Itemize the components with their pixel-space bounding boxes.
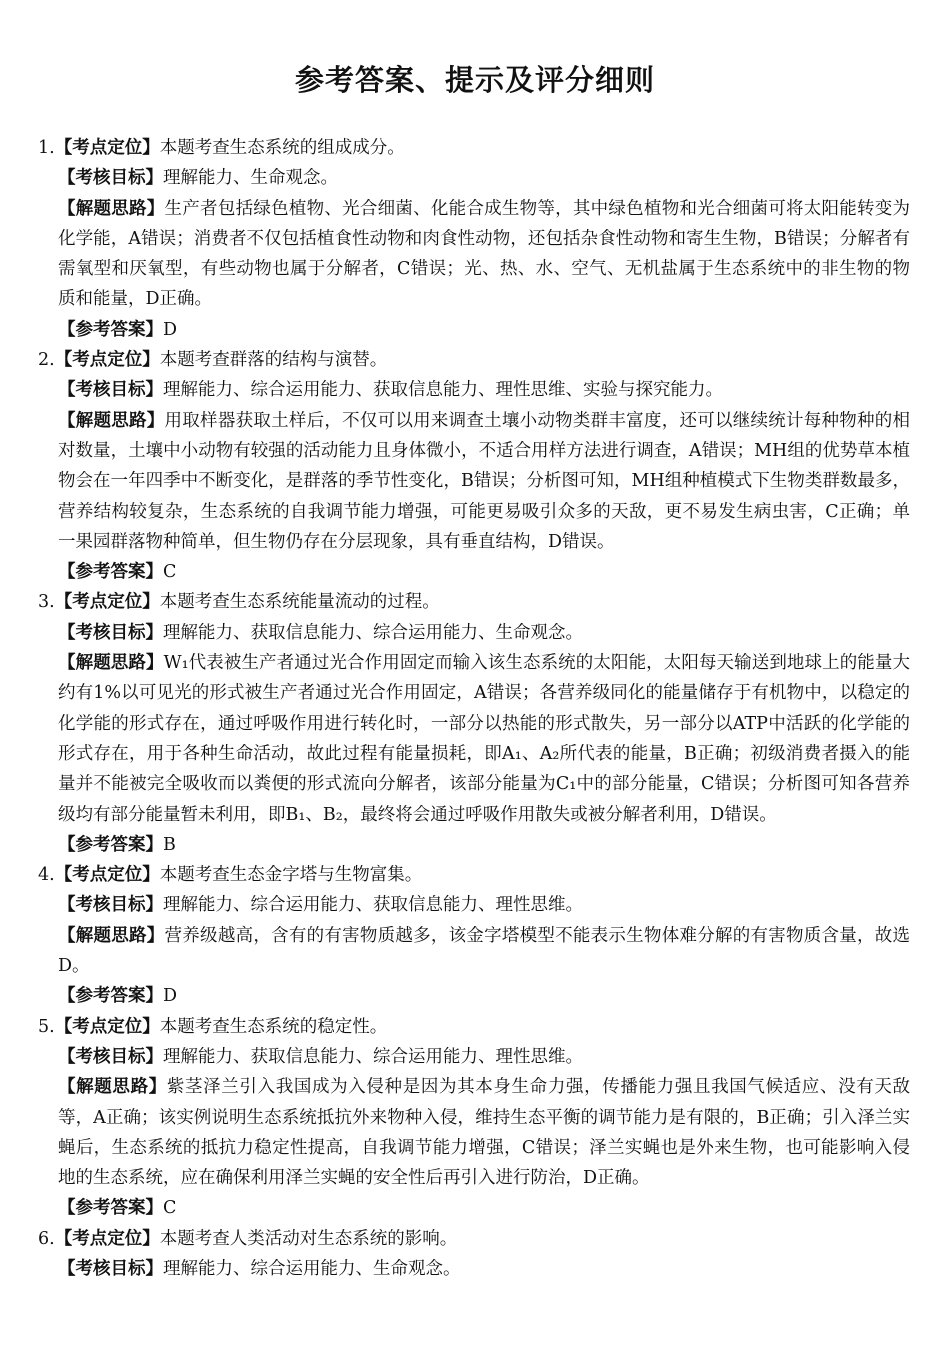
page-title: 参考答案、提示及评分细则: [294, 63, 655, 97]
point-text: 本题考查生态系统能量流动的过程。: [159, 592, 440, 613]
question-point-row: [0, 133, 950, 163]
question-number: 5.: [38, 1016, 55, 1037]
question-4: [0, 860, 950, 1011]
goal-text: 理解能力、综合运用能力、生命观念。: [163, 1258, 461, 1279]
idea-tag: 【解题思路】: [58, 653, 164, 674]
answer-text: C: [163, 562, 177, 583]
point-tag: 【考点定位】: [54, 592, 160, 613]
question-point-row: [0, 1224, 950, 1254]
answer-row: [0, 981, 950, 1011]
point-text: 本题考查生态系统的组成成分。: [159, 138, 405, 158]
idea-tag: 【解题思路】: [58, 410, 165, 431]
point-tag: 【考点定位】: [54, 1016, 160, 1037]
point-tag: 【考点定位】: [54, 865, 160, 886]
question-point-row: [0, 587, 950, 617]
answer-text: D: [163, 986, 178, 1007]
question-point-row: [0, 1012, 950, 1042]
goal-text: 理解能力、获取信息能力、综合运用能力、理性思维。: [163, 1046, 583, 1067]
point-tag: 【考点定位】: [54, 1228, 160, 1249]
idea-text: W₁代表被生产者通过光合作用固定而输入该生态系统的太阳能，太阳每天输送到地球上的能量大约有1%以可见光的形式被生产者通过光合作用固定，A错误；各营养级同化的能量储存于有机物中，以稳定的化学能的形式存在，通过呼吸作用进行转化时，一部分以热能的形式散失，另一部分以ATP中活跃的化学能的形式存在，用于各种生命活动，故此过程有能量损耗，即A₁、A₂所代表的能量，B正确；初级消费者摄入的能量并不能被完全吸收而以粪便的形式流向分解者，该部分能量为C₁中的部分能量，C错误；分析图可知各营养级均有部分能量暂未利用，即B₁、B₂，最终将会通过呼吸作用散失或被分解者利用，D错误。: [58, 653, 911, 825]
point-text: 本题考查人类活动对生态系统的影响。: [159, 1228, 458, 1249]
question-number: 4.: [38, 865, 55, 886]
goal-row: [0, 1254, 950, 1284]
goal-tag: 【考核目标】: [58, 895, 163, 916]
goal-row: [0, 618, 950, 648]
idea-row: [0, 1072, 950, 1193]
point-tag: 【考点定位】: [54, 350, 160, 371]
goal-text: 理解能力、综合运用能力、获取信息能力、理性思维。: [163, 895, 583, 916]
point-tag: 【考点定位】: [54, 138, 160, 158]
goal-row: [0, 890, 950, 920]
goal-text: 理解能力、生命观念。: [163, 168, 338, 189]
question-number: 2.: [38, 350, 55, 371]
answer-row: [0, 1193, 950, 1223]
answer-row: [0, 830, 950, 860]
goal-tag: 【考核目标】: [58, 1258, 163, 1279]
question-3: [0, 587, 950, 860]
answer-row: [0, 557, 950, 587]
idea-text: 用取样器获取土样后，不仅可以用来调查土壤小动物类群丰富度，还可以继续统计每种物种的相对数量，土壤中小动物有较强的活动能力且身体微小，不适合用样方法进行调查，A错误；MH组的优势草本植物会在一年四季中不断变化，是群落的季节性变化，B错误；分析图可知，MH组种植模式下生物类群数最多，营养结构较复杂，生态系统的自我调节能力增强，可能更易吸引众多的天敌，更不易发生病虫害，C正确；单一果园群落物种简单，但生物仍存在分层现象，具有垂直结构，D错误。: [58, 410, 911, 552]
question-1: [0, 133, 950, 345]
point-text: 本题考查群落的结构与演替。: [159, 350, 388, 371]
goal-row: [0, 1042, 950, 1072]
answer-text: C: [163, 1198, 177, 1219]
goal-tag: 【考核目标】: [58, 380, 163, 401]
question-6: [0, 1224, 950, 1285]
answer-tag: 【参考答案】: [58, 1198, 163, 1219]
answer-tag: 【参考答案】: [58, 319, 163, 340]
idea-text: 生产者包括绿色植物、光合细菌、化能合成生物等，其中绿色植物和光合细菌可将太阳能转变为化学能，A错误；消费者不仅包括植食性动物和肉食性动物，还包括杂食性动物和寄生生物，B错误；分解者有需氧型和厌氧型，有些动物也属于分解者，C错误；光、热、水、空气、无机盐属于生态系统中的非生物的物质和能量，D正确。: [58, 198, 911, 310]
question-5: [0, 1012, 950, 1224]
goal-tag: 【考核目标】: [58, 168, 163, 189]
goal-tag: 【考核目标】: [58, 1046, 163, 1067]
goal-text: 理解能力、综合运用能力、获取信息能力、理性思维、实验与探究能力。: [163, 380, 723, 401]
answer-tag: 【参考答案】: [58, 562, 163, 583]
idea-tag: 【解题思路】: [58, 1077, 167, 1098]
answer-row: [0, 315, 950, 345]
idea-tag: 【解题思路】: [58, 925, 165, 946]
goal-row: [0, 163, 950, 193]
goal-tag: 【考核目标】: [58, 622, 163, 643]
answer-text: B: [163, 834, 176, 855]
question-number: 3.: [38, 592, 55, 613]
answer-tag: 【参考答案】: [58, 986, 163, 1007]
idea-text: 紫茎泽兰引入我国成为入侵种是因为其本身生命力强，传播能力强且我国气候适应、没有天敌等，A正确；该实例说明生态系统抵抗外来物种入侵，维持生态平衡的调节能力是有限的，B正确；引入泽兰实蝇后，生态系统的抵抗力稳定性提高，自我调节能力增强，C错误；泽兰实蝇也是外来生物，也可能影响入侵地的生态系统，应在确保利用泽兰实蝇的安全性后再引入进行防治，D正确。: [58, 1077, 911, 1189]
idea-text: 营养级越高，含有的有害物质越多，该金字塔模型不能表示生物体难分解的有害物质含量，故选D。: [58, 925, 911, 977]
answer-tag: 【参考答案】: [58, 834, 163, 855]
question-point-row: [0, 860, 950, 890]
question-number: 6.: [38, 1228, 55, 1249]
goal-text: 理解能力、获取信息能力、综合运用能力、生命观念。: [163, 622, 583, 643]
idea-row: [0, 648, 950, 830]
idea-row: [0, 194, 950, 315]
question-number: 1.: [38, 138, 55, 158]
idea-row: [0, 406, 950, 557]
goal-row: [0, 375, 950, 405]
question-2: [0, 345, 950, 587]
point-text: 本题考查生态金字塔与生物富集。: [159, 865, 423, 886]
answer-list: [0, 133, 950, 1284]
answer-text: D: [163, 319, 178, 340]
point-text: 本题考查生态系统的稳定性。: [159, 1016, 388, 1037]
idea-tag: 【解题思路】: [58, 198, 165, 219]
idea-row: [0, 921, 950, 982]
question-point-row: [0, 345, 950, 375]
